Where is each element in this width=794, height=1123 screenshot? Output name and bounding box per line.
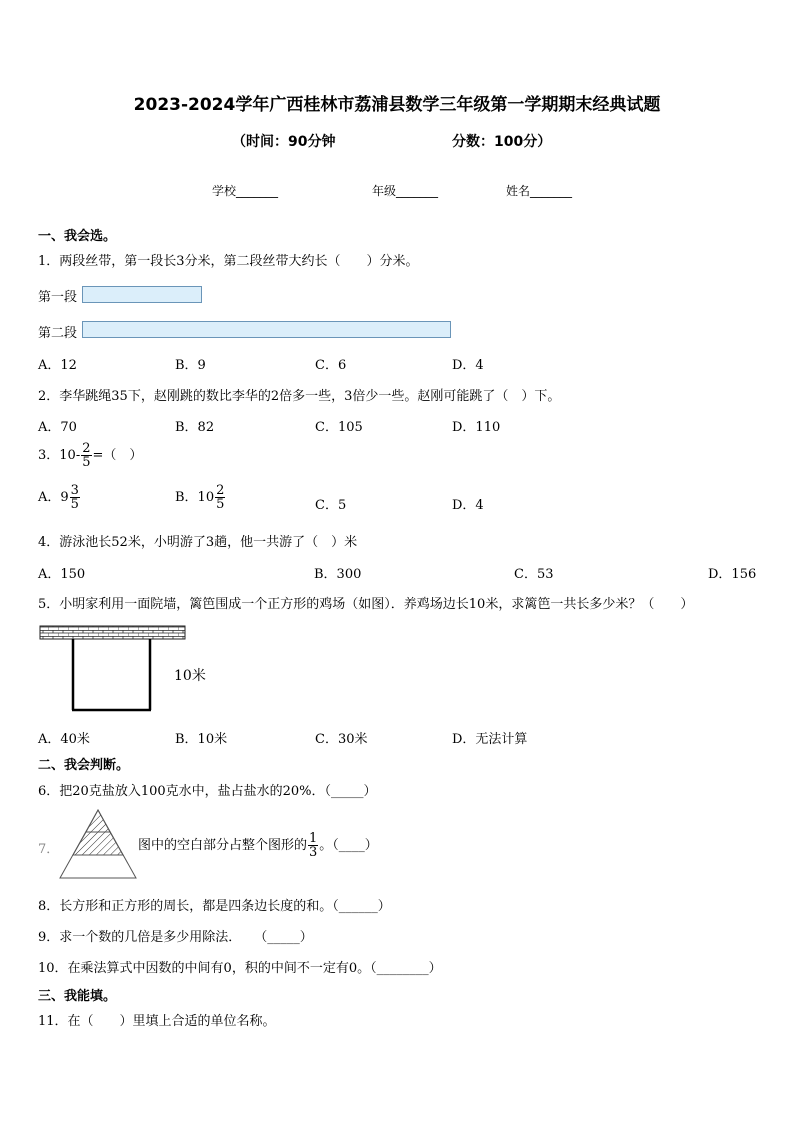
question-11: 11．在（ ）里填上合适的单位名称。	[38, 1014, 276, 1029]
question-7	[138, 832, 378, 859]
q7-text: 图中的空白部分占整个图形的	[138, 838, 308, 853]
q3-option-b-numerator: 2	[216, 483, 225, 498]
q3-fraction	[81, 442, 91, 469]
q3-denominator: 5	[82, 455, 91, 470]
q5-option-c: C．30米	[315, 732, 368, 747]
triangle-middle-shaded	[73, 832, 123, 855]
figure-side-label: 10米	[174, 668, 206, 684]
q4-option-d: D．156	[708, 567, 757, 582]
exam-time: （时间：90分钟	[232, 134, 336, 150]
triangle-top-shaded	[86, 810, 110, 832]
q5-option-a: A．40米	[38, 732, 90, 747]
q7-numerator: 1	[309, 831, 318, 846]
question-1: 1．两段丝带，第一段长3分米，第二段丝带大约长（ ）分米。	[38, 254, 419, 269]
question-3	[38, 442, 142, 469]
question-5: 5．小明家利用一面院墙，篱笆围成一个正方形的鸡场（如图）．养鸡场边长10米，求篱笆一共长多少米？（ ）	[38, 597, 694, 612]
grade-field: 年级_______	[372, 184, 439, 198]
q3-option-b-denominator: 5	[216, 497, 225, 512]
name-field: 姓名_______	[506, 184, 573, 198]
q2-option-d: D．110	[452, 420, 501, 435]
page-title: 2023-2024学年广西桂林市荔浦县数学三年级第一学期期末经典试题	[133, 95, 661, 115]
ribbon-2-label: 第二段	[38, 326, 78, 341]
q3-option-a-denominator: 5	[70, 497, 79, 512]
q5-option-b: B．10米	[175, 732, 228, 747]
section-1-heading: 一、我会选。	[38, 229, 117, 244]
q3-option-a-fraction	[70, 484, 80, 511]
q3-prefix: 3．10-	[38, 448, 81, 463]
section-2-heading: 二、我会判断。	[38, 758, 130, 773]
q4-option-a: A．150	[38, 567, 86, 582]
question-2: 2．李华跳绳35下，赵刚跳的数比李华的2倍多一些，3倍少一些。赵刚可能跳了（ ）下。	[38, 389, 561, 404]
q5-option-d: D．无法计算	[452, 732, 528, 747]
exam-score: 分数：100分）	[452, 134, 552, 150]
question-10: 10．在乘法算式中因数的中间有0，积的中间不一定有0。（________）	[38, 961, 442, 976]
q7-suffix: 。（____）	[319, 838, 378, 853]
ribbon-1-bar	[82, 286, 202, 303]
question-6: 6．把20克盐放入100克水中，盐占盐水的20%．（_____）	[38, 784, 377, 799]
q3-option-c: C．5	[315, 498, 347, 513]
q3-option-b-fraction	[215, 484, 225, 511]
q3-option-b	[175, 484, 226, 511]
q7-denominator: 3	[309, 845, 318, 860]
question-4: 4．游泳池长52米，小明游了3趟，他一共游了（ ）米	[38, 535, 358, 550]
wall-shape	[40, 626, 185, 639]
chicken-yard-figure	[38, 624, 188, 716]
q1-option-d: D．4	[452, 358, 484, 373]
q1-option-a: A．12	[38, 358, 77, 373]
q2-option-c: C．105	[315, 420, 363, 435]
q3-option-a-whole: A．9	[38, 490, 69, 505]
q1-option-c: C．6	[315, 358, 347, 373]
q1-option-b: B．9	[175, 358, 206, 373]
question-8: 8．长方形和正方形的周长，都是四条边长度的和。（______）	[38, 899, 391, 914]
q4-option-c: C．53	[514, 567, 554, 582]
q3-option-a	[38, 484, 81, 511]
ribbon-2-bar	[82, 321, 451, 338]
q3-option-b-whole: B．10	[175, 490, 215, 505]
q3-option-a-numerator: 3	[70, 483, 79, 498]
q2-option-b: B．82	[175, 420, 215, 435]
section-3-heading: 三、我能填。	[38, 989, 117, 1004]
q3-suffix: =（ ）	[92, 448, 143, 463]
q3-numerator: 2	[82, 441, 91, 456]
q7-fraction	[308, 832, 318, 859]
question-7-number: 7．	[38, 842, 60, 857]
q3-option-d: D．4	[452, 498, 484, 513]
q4-option-b: B．300	[314, 567, 362, 582]
ribbon-1-label: 第一段	[38, 290, 78, 305]
q2-option-a: A．70	[38, 420, 77, 435]
question-9: 9．求一个数的几倍是多少用除法． （_____）	[38, 930, 313, 945]
school-field: 学校_______	[212, 184, 279, 198]
triangle-figure	[58, 808, 138, 880]
